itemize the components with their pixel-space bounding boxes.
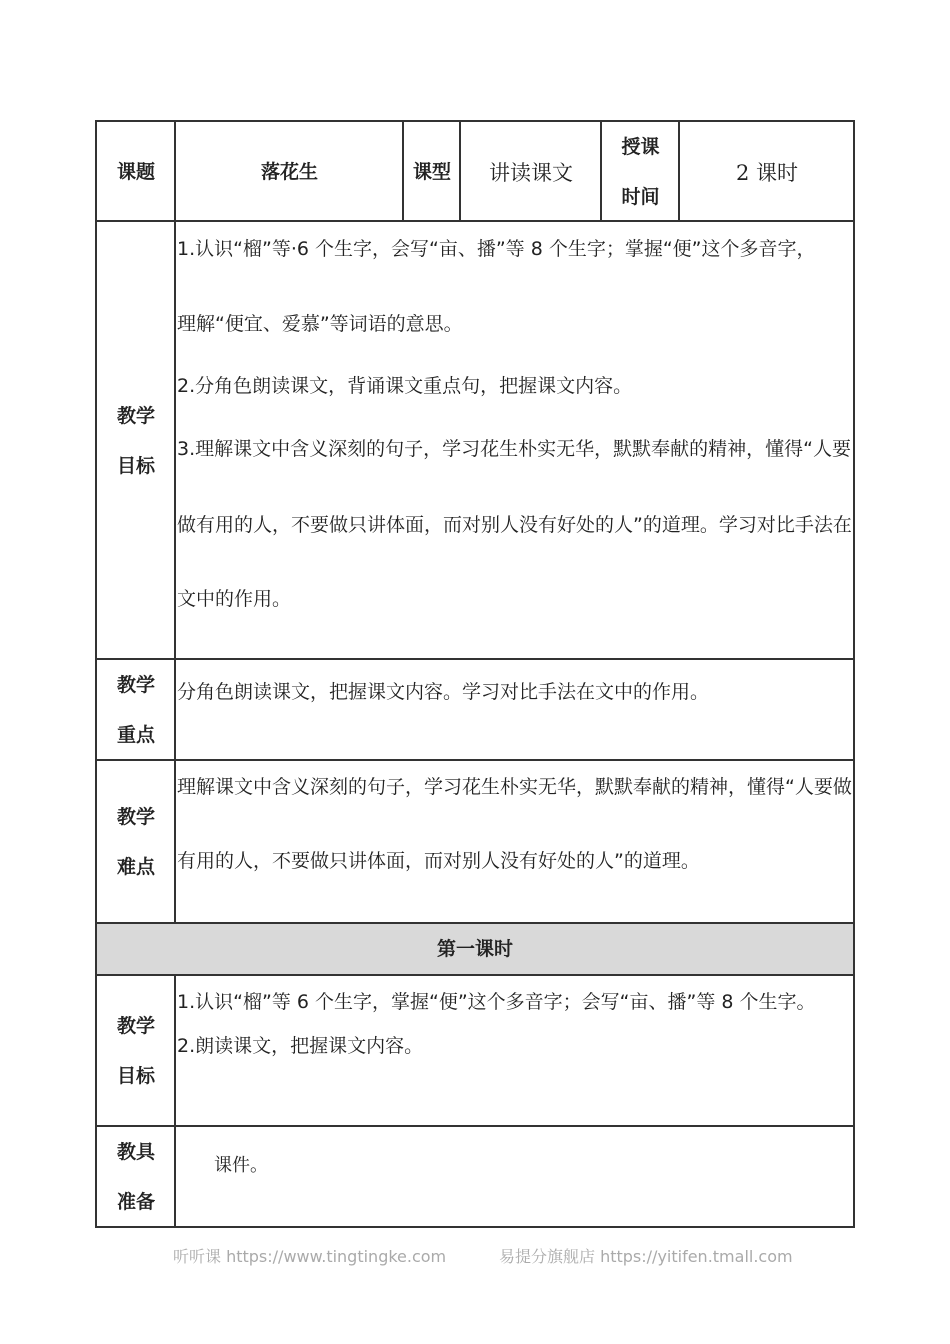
goals-content [175,212,865,636]
time-label: 授课 时间 [621,135,660,208]
topic-label: 课题 [116,160,155,183]
tools-label: 教具 准备 [116,1141,155,1213]
lesson-goals-line: 2.朗读课文，把握课文内容。 [177,1035,424,1057]
lesson-title: 第一课时 [436,938,513,960]
footer-left-link[interactable]: 听听课 https://www.tingtingke.com [173,1247,447,1266]
type-label: 课型 [412,160,451,183]
goals-line: 1.认识“榴”等·6 个生字，会写“亩、播”等 8 个生字；掌握“便”这个多音字， [177,238,816,260]
goals-line: 理解“便宜、爱慕”等词语的意思。 [177,313,463,335]
goals-line: 做有用的人，不要做只讲体面，而对别人没有好处的人”的道理。学习对比手法在 [177,514,852,536]
lesson-goals-label: 教学 目标 [116,1015,155,1087]
topic-value: 落花生 [260,160,318,183]
type-value: 讲读课文 [489,160,573,185]
tools-content: 课件。 [214,1155,268,1176]
goals-line: 3.理解课文中含义深刻的句子，学习花生朴实无华，默默奉献的精神，懂得“人要 [177,438,851,460]
difficulty-line: 理解课文中含义深刻的句子，学习花生朴实无华，默默奉献的精神，懂得“人要做 [177,776,852,798]
goals-line: 文中的作用。 [177,588,292,610]
difficulty-content [175,750,865,898]
goals-line: 2.分角色朗读课文，背诵课文重点句，把握课文内容。 [177,375,633,397]
goals-label: 教学 目标 [116,404,155,477]
difficulty-label: 教学 难点 [116,806,155,878]
lesson-goals-line: 1.认识“榴”等 6 个生字，掌握“便”这个多音字；会写“亩、播”等 8 个生字。 [177,991,816,1013]
footer-right-link[interactable]: 易提分旗舰店 https://yitifen.tmall.com [499,1247,793,1266]
lesson-goals-content [175,980,865,1086]
time-value: 2 课时 [735,160,799,185]
focus-content: 分角色朗读课文，把握课文内容。学习对比手法在文中的作用。 [177,681,710,703]
focus-label: 教学 重点 [116,674,155,746]
difficulty-line: 有用的人，不要做只讲体面，而对别人没有好处的人”的道理。 [177,850,700,872]
